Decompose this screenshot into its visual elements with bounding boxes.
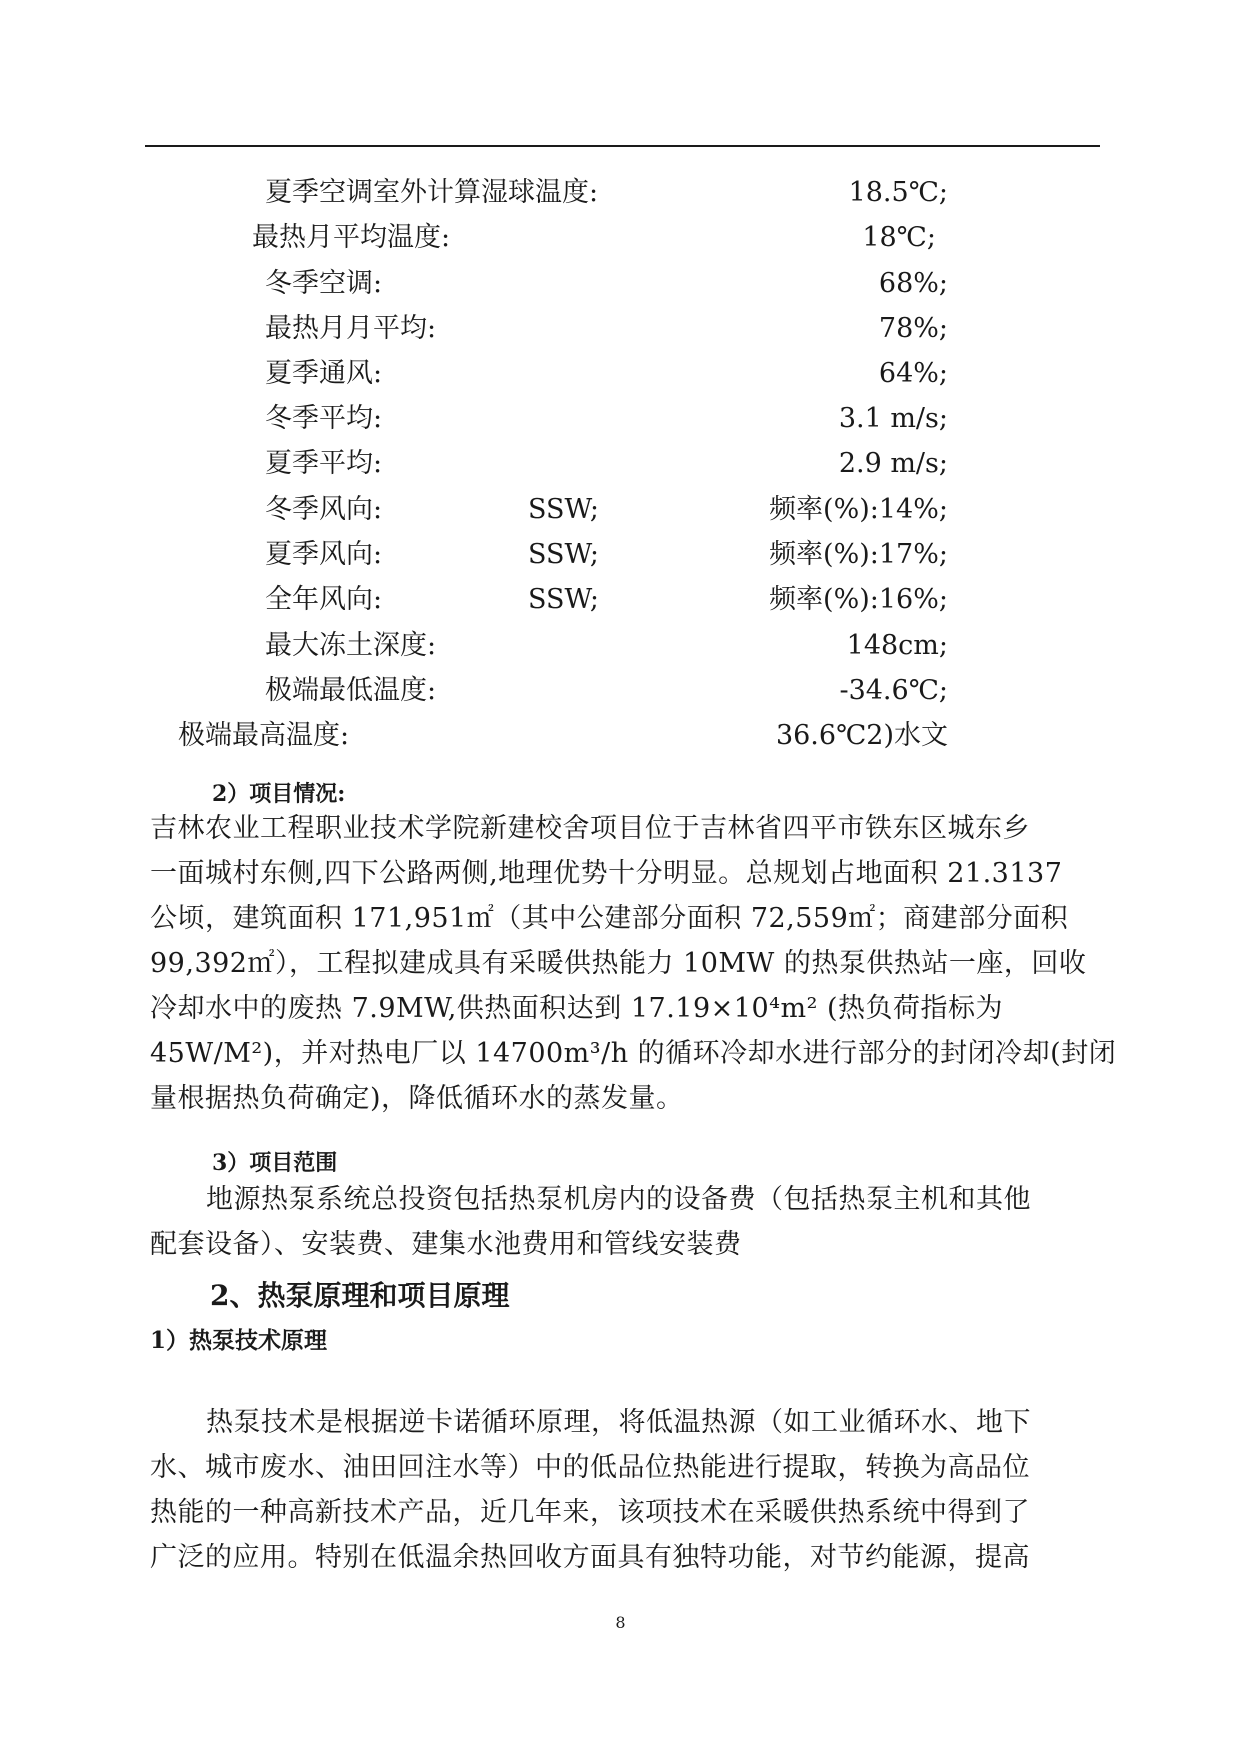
climate-label: 冬季平均: [265,403,383,434]
climate-value: 148cm; [846,630,948,661]
section-title-project: 2）项目情况: [212,781,346,807]
climate-wind-direction: SSW; [528,539,600,570]
page-number: 8 [615,1613,626,1632]
paragraph-line: 吉林农业工程职业技术学院新建校舍项目位于吉林省四平市铁东区城东乡 [150,813,1030,844]
sub-heading-technology: 1）热泵技术原理 [150,1327,328,1354]
paragraph-line: 45W/M²)，并对热电厂以 14700m³/h 的循环冷却水进行部分的封闭冷却(封闭 [150,1038,1117,1069]
climate-value: 频率(%):14%; [769,494,948,525]
climate-value: 频率(%):16%; [769,584,948,615]
climate-wind-direction: SSW; [528,494,600,525]
header-rule [145,145,1100,147]
climate-label: 夏季空调室外计算湿球温度: [265,177,599,208]
climate-label: 极端最低温度: [265,675,437,706]
principle-paragraph [150,1400,1085,1580]
project-paragraph [150,806,1117,1121]
climate-label: 全年风向: [265,584,383,615]
climate-value: 3.1 m/s; [838,403,948,434]
climate-label: 夏季风向: [265,539,383,570]
paragraph-line: 量根据热负荷确定)，降低循环水的蒸发量。 [150,1083,684,1114]
climate-label: 夏季平均: [265,448,383,479]
climate-label: 最热月平均温度: [252,222,451,253]
paragraph-line: 水、城市废水、油田回注水等）中的低品位热能进行提取，转换为高品位 [150,1452,1030,1483]
climate-value: 频率(%):17%; [769,539,948,570]
climate-label: 最热月月平均: [265,313,437,344]
climate-label: 冬季空调: [265,268,383,299]
paragraph-line: 热泵技术是根据逆卡诺循环原理，将低温热源（如工业循环水、地下 [206,1407,1031,1438]
climate-value: 2.9 m/s; [838,448,948,479]
paragraph-line: 冷却水中的废热 7.9MW,供热面积达到 17.19×10⁴m² (热负荷指标为 [150,993,1004,1024]
paragraph-line: 热能的一种高新技术产品，近几年来，该项技术在采暖供热系统中得到了 [150,1497,1030,1528]
heading-heat-pump-principle: 2、热泵原理和项目原理 [210,1279,510,1312]
climate-value: 18℃; [862,222,936,253]
paragraph-line: 公顷，建筑面积 171,951㎡（其中公建部分面积 72,559㎡；商建部分面积 [150,903,1069,934]
paragraph-line: 一面城村东侧,四下公路两侧,地理优势十分明显。总规划占地面积 21.3137 [150,858,1063,889]
scope-paragraph [150,1177,1085,1267]
climate-value: 18.5℃; [848,177,948,208]
climate-wind-direction: SSW; [528,584,600,615]
section-title-scope: 3）项目范围 [212,1150,338,1176]
climate-label: 冬季风向: [265,494,383,525]
paragraph-line: 地源热泵系统总投资包括热泵机房内的设备费（包括热泵主机和其他 [206,1184,1031,1215]
climate-label: 最大冻土深度: [265,630,437,661]
climate-value: 68%; [878,268,948,299]
climate-label: 极端最高温度: [178,720,350,751]
paragraph-line: 配套设备）、安装费、建集水池费用和管线安装费 [150,1229,742,1260]
paragraph-line: 99,392㎡），工程拟建成具有采暖供热能力 10MW 的热泵供热站一座，回收 [150,948,1087,979]
climate-value: -34.6℃; [839,675,948,706]
climate-value: 64%; [878,358,948,389]
climate-value: 36.6℃2)水文 [775,720,948,751]
climate-label: 夏季通风: [265,358,383,389]
paragraph-line: 广泛的应用。特别在低温余热回收方面具有独特功能，对节约能源，提高 [150,1542,1030,1573]
climate-value: 78%; [878,313,948,344]
